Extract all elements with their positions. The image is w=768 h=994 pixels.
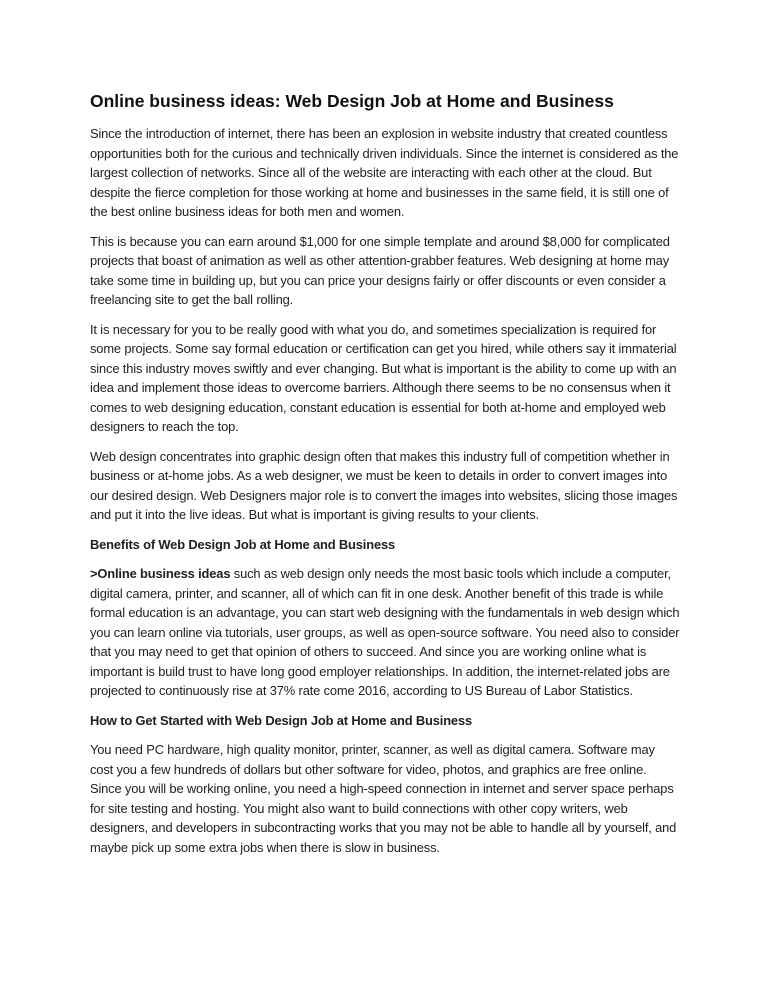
document-page [90,90,680,867]
paragraph-earnings: This is because you can earn around $1,000 for one simple template and around $8,000 for complicated projects that boast of animation as well as other attention-grabber features. Web designing at home may take some time in building up, but you can price your designs fairly or offer discounts or even consider a freelancing site to get the ball rolling. [90,233,670,307]
getting-started-paragraph: You need PC hardware, high quality monitor, printer, scanner, as well as digital camera. Software may cost you a few hundreds of dollars but other software for video, photos, and graphics are free online. Since you will be working online, you need a high-speed connection in internet and server space perhaps for site testing and hosting. You might also want to build connections with other copy writers, web designers, and developers in subcontracting works that you may not be able to handle all by yourself, and maybe pick up some extra jobs when there is slow in business. [90,742,677,855]
benefits-paragraph [90,564,680,701]
benefits-lead-link: >Online business ideas [90,566,231,581]
page-title: Online business ideas: Web Design Job at Home and Business [90,91,614,111]
benefits-heading: Benefits of Web Design Job at Home and Business [90,536,396,552]
benefits-text: such as web design only needs the most basic tools which include a computer, digital camera, printer, and scanner, all of which can fit in one desk. Another benefit of this trade is while formal education is an advantage, you can start web designing with the fundamentals in web design which you can learn online via tutorials, user groups, as well as open-source software. You need also to consider that you may need to get that opinion of others to succeed. And since you are working online what is important is build trust to have long good employer relationships. In addition, the internet-related jobs are projected to continuously rise at 37% rate come 2016, according to US Bureau of Labor Statistics. [90,566,680,698]
paragraph-intro: Since the introduction of internet, there has been an explosion in website industry that created countless opportunities both for the curious and technically driven individuals. Since the internet is considered as the largest collection of networks. Since all of the website are interacting with each other at the cloud. But despite the fierce completion for those working at home and businesses in the same field, it is still one of the best online business ideas for both men and women. [90,126,679,219]
paragraph-graphic-design: Web design concentrates into graphic design often that makes this industry full of competition whether in business or at-home jobs. As a web designer, we must be keen to details in order to convert images into our desired design. Web Designers major role is to convert the images into websites, slicing those images and put it into the live ideas. But what is important is giving results to your clients. [90,448,678,522]
paragraph-specialization: It is necessary for you to be really good with what you do, and sometimes specialization is required for some projects. Some say formal education or certification can get you hired, while others say it immaterial since this industry moves swiftly and ever changing. But what is important is the ability to come up with an idea and implement those ideas to overcome barriers. Although there seems to be no consensus when it comes to web designing education, constant education is essential for both at-home and employed web designers to reach the top. [90,321,677,434]
getting-started-heading: How to Get Started with Web Design Job at Home and Business [90,712,472,728]
